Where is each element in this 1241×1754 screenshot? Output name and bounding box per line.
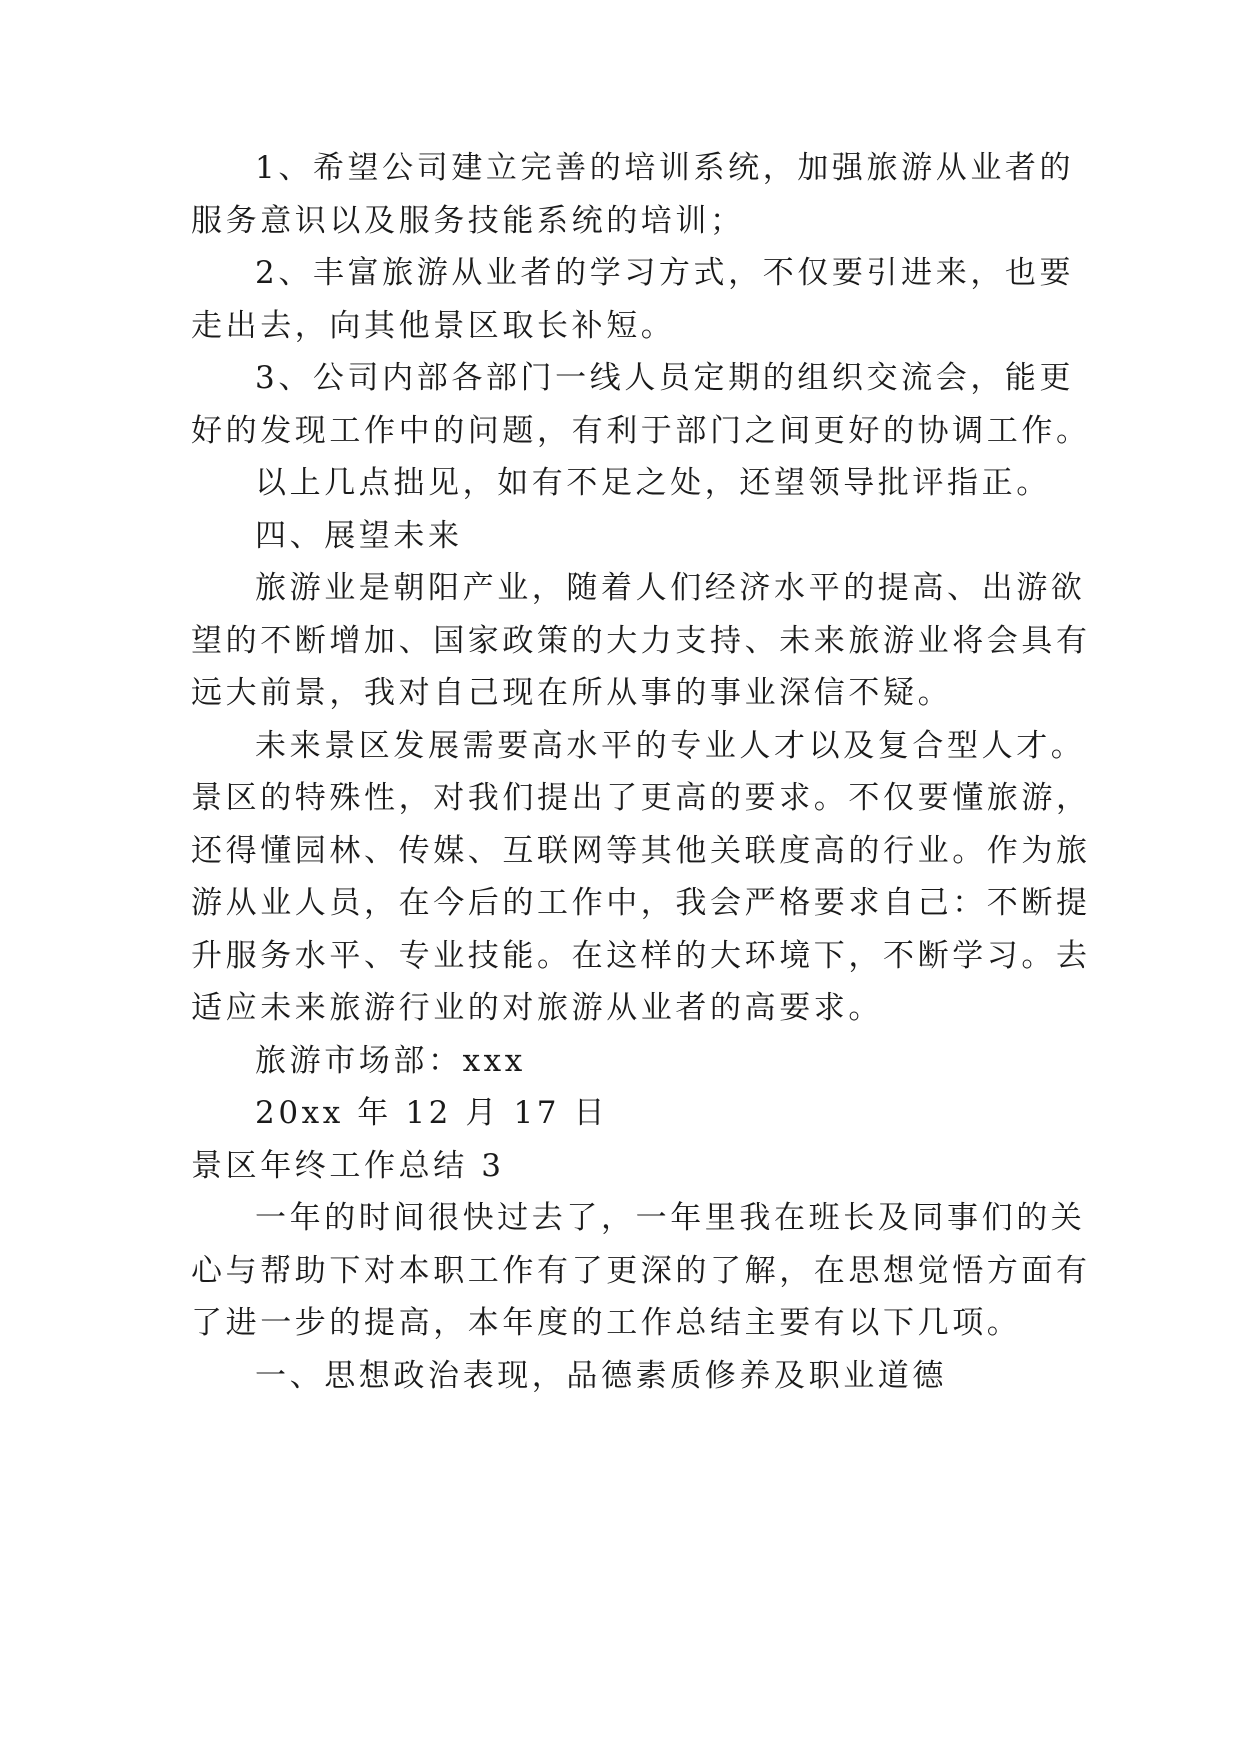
- text-line-17: 适应未来旅游行业的对旅游从业者的高要求。: [191, 990, 883, 1026]
- signature-department: 旅游市场部：xxx: [255, 1043, 526, 1079]
- text-line-1: 1、希望公司建立完善的培训系统，加强旅游从业者的: [255, 150, 1075, 186]
- text-line-7: 以上几点拙见，如有不足之处，还望领导批评指正。: [255, 465, 1051, 501]
- text-line-14: 还得懂园林、传媒、互联网等其他关联度高的行业。作为旅: [191, 833, 1091, 869]
- text-line-4: 走出去，向其他景区取长补短。: [191, 308, 676, 344]
- text-line-10: 望的不断增加、国家政策的大力支持、未来旅游业将会具有: [191, 623, 1091, 659]
- text-line-15: 游从业人员，在今后的工作中，我会严格要求自己：不断提: [191, 885, 1091, 921]
- text-line-2: 服务意识以及服务技能系统的培训；: [191, 203, 745, 239]
- text-line-9: 旅游业是朝阳产业，随着人们经济水平的提高、出游欲: [255, 570, 1086, 606]
- text-line-6: 好的发现工作中的问题，有利于部门之间更好的协调工作。: [191, 413, 1091, 449]
- text-line-12: 未来景区发展需要高水平的专业人才以及复合型人才。: [255, 728, 1086, 764]
- text-line-11: 远大前景，我对自己现在所从事的事业深信不疑。: [191, 675, 953, 711]
- text-line-23: 了进一步的提高，本年度的工作总结主要有以下几项。: [191, 1305, 1022, 1341]
- signature-date: 20xx 年 12 月 17 日: [255, 1095, 609, 1131]
- text-line-5: 3、公司内部各部门一线人员定期的组织交流会，能更: [255, 360, 1075, 396]
- text-line-16: 升服务水平、专业技能。在这样的大环境下，不断学习。去: [191, 938, 1091, 974]
- text-line-22: 心与帮助下对本职工作有了更深的了解，在思想觉悟方面有: [191, 1253, 1091, 1289]
- section-title-summary-3: 景区年终工作总结 3: [191, 1148, 505, 1184]
- text-line-3: 2、丰富旅游从业者的学习方式，不仅要引进来，也要: [255, 255, 1075, 291]
- section-heading-outlook: 四、展望未来: [255, 518, 463, 554]
- text-line-13: 景区的特殊性，对我们提出了更高的要求。不仅要懂旅游，: [191, 780, 1091, 816]
- text-line-21: 一年的时间很快过去了，一年里我在班长及同事们的关: [255, 1200, 1086, 1236]
- section-heading-ideology: 一、思想政治表现，品德素质修养及职业道德: [255, 1358, 947, 1394]
